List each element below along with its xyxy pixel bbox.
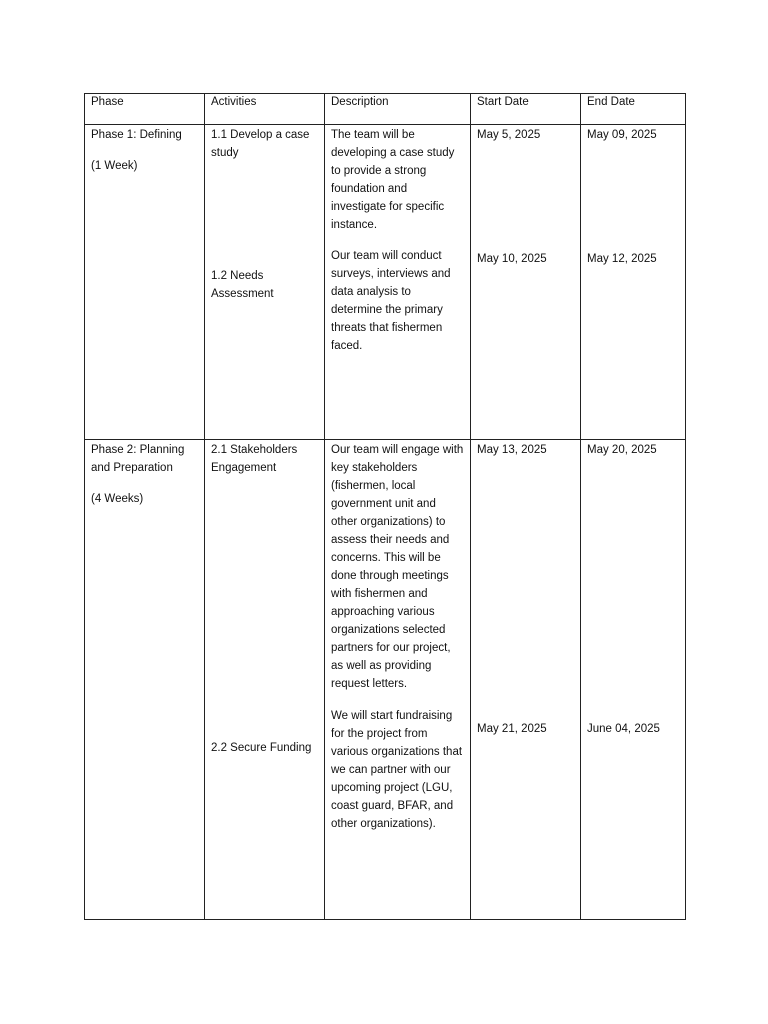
header-description-label: Description [331,96,389,108]
activity-description: The team will be developing a case study to provide a strong foundation and investigate for specific instance. [331,129,455,231]
start-date: May 5, 2025 [477,129,541,141]
header-activities [205,94,325,125]
description-cell [325,440,471,920]
end-date: May 20, 2025 [587,444,657,456]
header-phase [85,94,205,125]
activity-name: 2.2 Secure Funding [211,742,312,754]
phase-duration: (4 Weeks) [91,493,144,505]
activities-cell [205,125,325,440]
start-date-cell [471,125,581,440]
activity-name: 1.2 Needs Assessment [211,270,274,300]
start-date: May 10, 2025 [477,253,547,265]
phase-name: Phase 2: Planning and Preparation [91,444,185,474]
end-date-cell [581,125,686,440]
end-date: May 09, 2025 [587,129,657,141]
header-activities-label: Activities [211,96,257,108]
header-start-date [471,94,581,125]
activity-description: Our team will engage with key stakeholders (fishermen, local government unit and other organizations) to assess their needs and concerns. This will be done through meetings with fishermen and approaching various organizations selected partners for our project, as well as providing request letters. [331,444,464,690]
activity-description: Our team will conduct surveys, interviews and data analysis to determine the primary threats that fishermen faced. [331,250,451,352]
start-date: May 13, 2025 [477,444,547,456]
phase-name: Phase 1: Defining [91,129,182,141]
end-date-cell [581,440,686,920]
header-start-date-label: Start Date [477,96,529,108]
table-header-row [85,94,686,125]
start-date-cell [471,440,581,920]
phase-duration: (1 Week) [91,160,138,172]
project-schedule-table [84,93,686,920]
header-description [325,94,471,125]
table-row [85,440,686,920]
activity-description: We will start fundraising for the project from various organizations that we can partner with our upcoming project (LGU, coast guard, BFAR, and other organizations). [331,710,463,830]
header-end-date [581,94,686,125]
table-row [85,125,686,440]
end-date: June 04, 2025 [587,723,660,735]
phase-cell [85,125,205,440]
description-cell [325,125,471,440]
phase-cell [85,440,205,920]
activities-cell [205,440,325,920]
activity-name: 2.1 Stakeholders Engagement [211,444,298,474]
header-phase-label: Phase [91,96,124,108]
start-date: May 21, 2025 [477,723,547,735]
header-end-date-label: End Date [587,96,635,108]
end-date: May 12, 2025 [587,253,657,265]
activity-name: 1.1 Develop a case study [211,129,310,159]
